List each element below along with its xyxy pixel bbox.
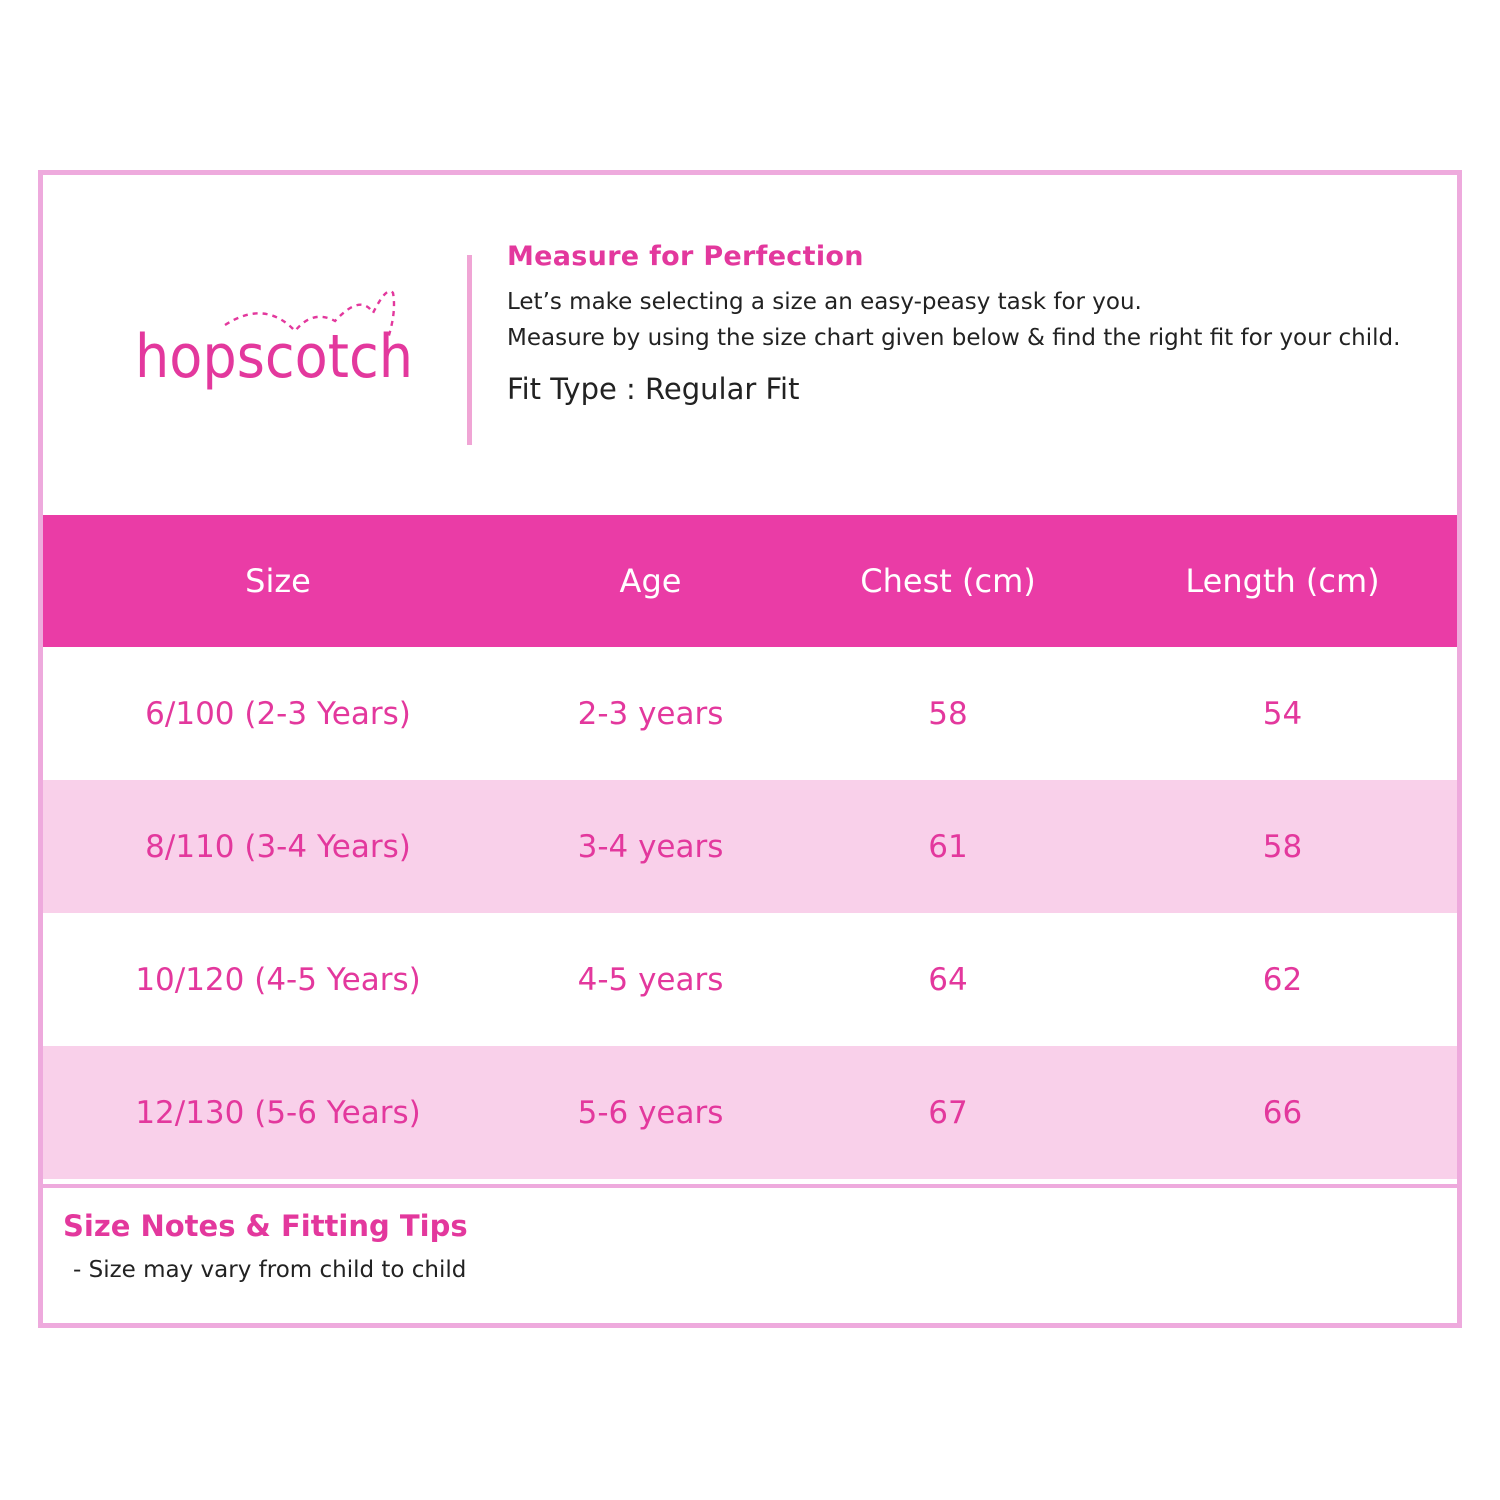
cell-size: 8/110 (3-4 Years) [145,828,411,865]
header-chest: Chest (cm) [860,562,1036,600]
size-chart-card [38,170,1462,1328]
intro-line-2: Measure by using the size chart given below & find the right fit for your child. [507,325,1401,351]
cell-size: 10/120 (4-5 Years) [135,961,421,998]
table-row [43,780,1457,913]
table-row [43,647,1457,780]
cell-length: 66 [1262,1094,1303,1131]
header-size: Size [245,562,311,600]
intro-line-1: Let’s make selecting a size an easy-peasy task for you. [507,289,1142,315]
size-table [43,515,1457,1179]
cell-size: 6/100 (2-3 Years) [145,695,411,732]
intro-section [507,241,1407,406]
table-header-row [43,515,1457,647]
cell-age: 5-6 years [577,1094,724,1131]
logo-wordmark: hopscotch [135,322,413,392]
vertical-divider [467,255,472,445]
fit-type: Fit Type : Regular Fit [507,372,800,406]
table-row [43,1046,1457,1179]
table-row [43,913,1457,1046]
cell-chest: 61 [928,828,968,865]
cell-chest: 64 [928,961,968,998]
cell-size: 12/130 (5-6 Years) [135,1094,421,1131]
cell-length: 62 [1262,961,1303,998]
cell-chest: 67 [928,1094,968,1131]
cell-length: 54 [1262,695,1303,732]
cell-age: 3-4 years [577,828,724,865]
cell-age: 4-5 years [577,961,724,998]
notes-title: Size Notes & Fitting Tips [63,1209,468,1243]
cell-age: 2-3 years [577,695,724,732]
cell-length: 58 [1262,828,1303,865]
notes-item: - Size may vary from child to child [73,1257,467,1283]
hopscotch-logo [135,273,425,403]
notes-section [63,1209,468,1283]
cell-chest: 58 [928,695,968,732]
table-bottom-rule [43,1184,1457,1188]
header-length: Length (cm) [1185,562,1380,600]
intro-title: Measure for Perfection [507,241,864,272]
header-age: Age [619,562,682,600]
